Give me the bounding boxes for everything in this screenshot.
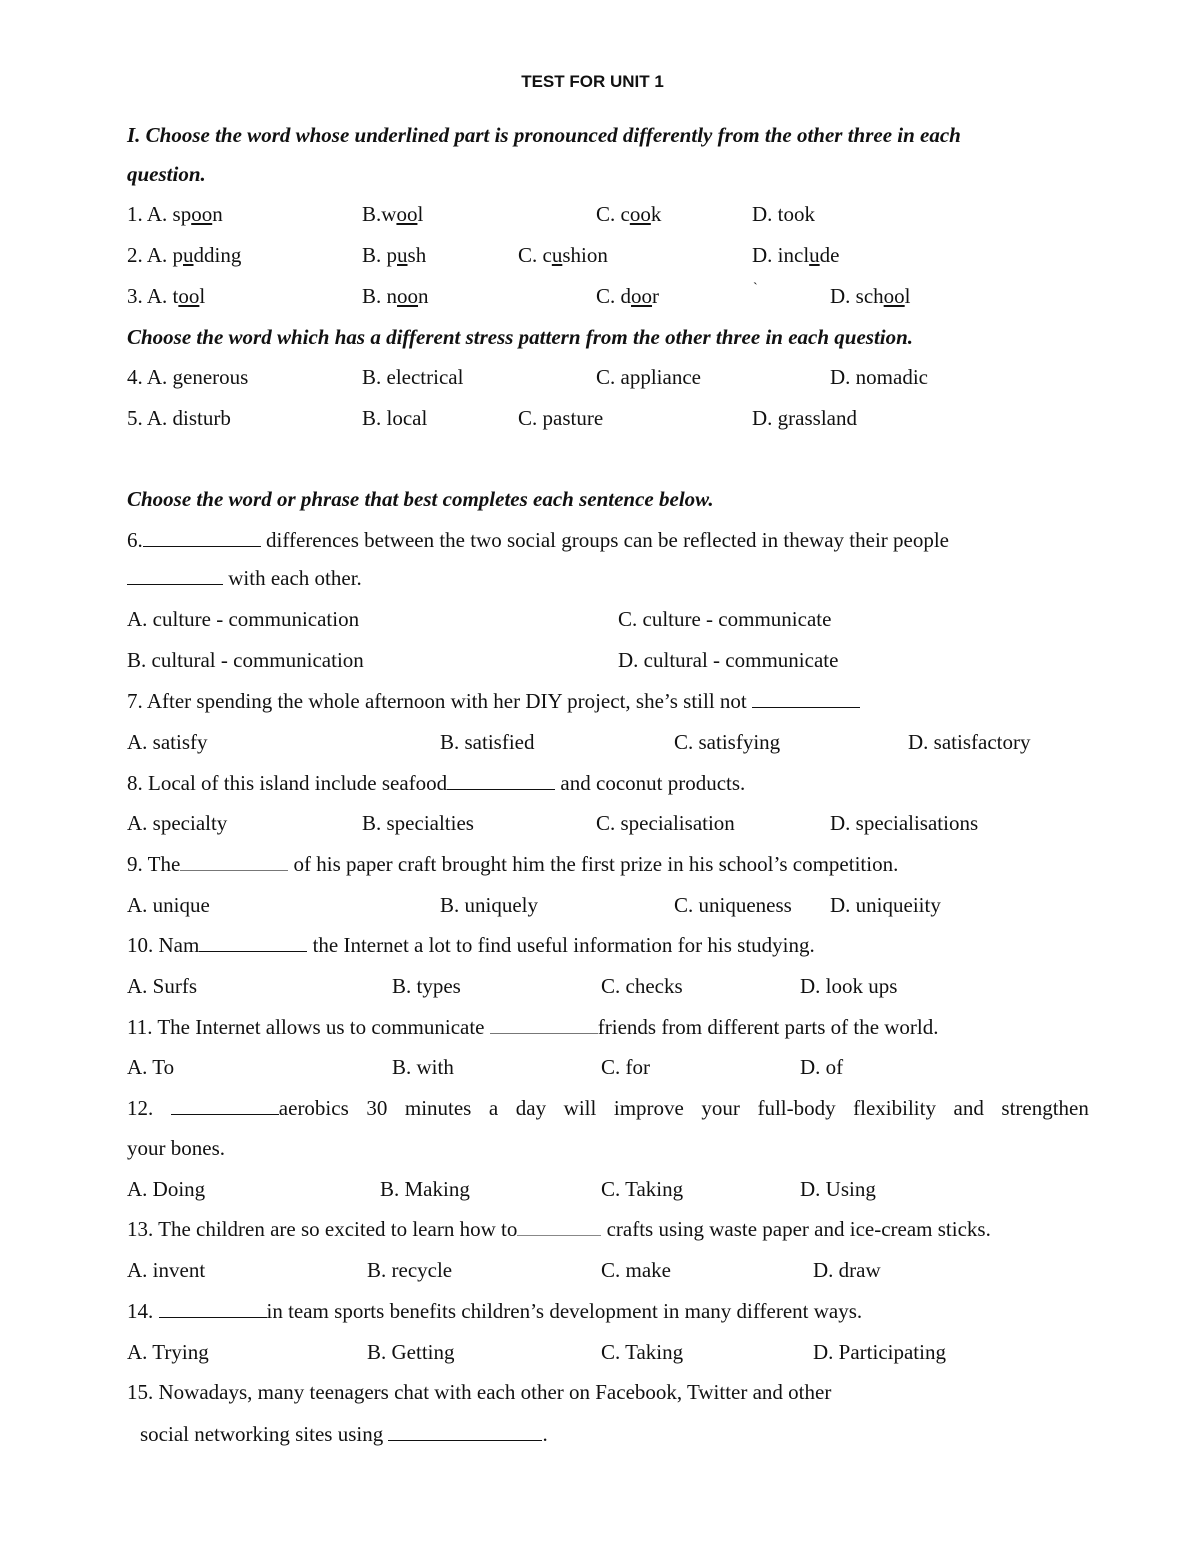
q12-option-d: D. Using [800,1177,876,1201]
q5-option-a: 5. A. disturb [127,406,231,430]
q14-option-d: D. Participating [813,1340,946,1364]
q6-option-b: B. cultural - communication [127,648,364,672]
q1-option-d: D. took [752,202,815,226]
q11-stem: 11. The Internet allows us to communicate friends from different parts of the world. [127,1015,939,1039]
q11-option-a: A. To [127,1055,175,1079]
q13-option-c: C. make [601,1258,671,1282]
q10-stem: 10. Nam the Internet a lot to find useful information for his studying. [127,933,815,957]
q4-option-c: C. appliance [596,365,701,389]
q6-option-d: D. cultural - communicate [618,648,839,672]
q13-option-b: B. recycle [367,1258,453,1282]
q9-stem: 9. The of his paper craft brought him the first prize in his school’s competition. [127,852,899,876]
q12-option-c: C. Taking [601,1177,684,1201]
q13-option-d: D. draw [813,1258,881,1282]
answer-blank [388,1422,542,1441]
answer-blank [180,852,288,871]
q1-option-b: B.wool [362,202,424,226]
q15-stem-cont: social networking sites using . [140,1422,548,1446]
q2-option-c: C. cushion [518,243,608,267]
q9-option-a: A. unique [127,893,210,917]
q2-option-b: B. push [362,243,427,267]
q7-option-b: B. satisfied [440,730,535,754]
page-title: TEST FOR UNIT 1 [521,72,664,91]
q3-option-c: C. door [596,284,660,308]
section2-instruction: Choose the word which has a different stress pattern from the other three in each question. [127,325,914,349]
q4-option-d: D. nomadic [830,365,928,389]
q1-option-c: C. cook [596,202,662,226]
answer-blank [752,689,860,708]
q14-option-c: C. Taking [601,1340,684,1364]
q14-option-b: B. Getting [367,1340,455,1364]
q7-option-a: A. satisfy [127,730,208,754]
q12-stem: 12. aerobics 30 minutes a day will improve your full-body flexibility and strengthen [127,1096,1089,1120]
q7-stem: 7. After spending the whole afternoon with her DIY project, she’s still not [127,688,860,714]
q10-option-a: A. Surfs [127,974,198,998]
q10-option-c: C. checks [601,974,683,998]
q6-stem-cont: with each other. [127,565,362,591]
q4-option-a: 4. A. generous [127,365,249,389]
q11-option-d: D. of [800,1055,844,1079]
q1-option-a: 1. A. spoon [127,202,223,226]
q4-option-b: B. electrical [362,365,464,389]
q12-option-a: A. Doing [127,1177,206,1201]
q13-stem: 13. The children are so excited to learn how to crafts using waste paper and ice-cream sticks. [127,1217,991,1241]
q14-option-a: A. Trying [127,1340,209,1364]
q10-option-b: B. types [392,974,461,998]
q12-option-b: B. Making [380,1177,470,1201]
q5-option-c: C. pasture [518,406,604,430]
answer-blank [143,528,261,547]
q3-option-b: B. noon [362,284,429,308]
q6-option-c: C. culture - communicate [618,607,832,631]
answer-blank [171,1096,279,1115]
q8-option-c: C. specialisation [596,811,735,835]
answer-blank [159,1299,267,1318]
q9-option-d: D. uniqueiity [830,893,941,917]
q7-option-d: D. satisfactory [908,730,1031,754]
q6-stem: 6. differences between the two social groups can be reflected in theway their people [127,528,949,552]
q3-option-d: D. school [830,284,911,308]
answer-blank [127,566,223,585]
q8-option-b: B. specialties [362,811,474,835]
section3-instruction: Choose the word or phrase that best completes each sentence below. [127,487,714,511]
q9-option-c: C. uniqueness [674,893,792,917]
q11-option-c: C. for [601,1055,650,1079]
q9-option-b: B. uniquely [440,893,538,917]
q13-option-a: A. invent [127,1258,206,1282]
q11-option-b: B. with [392,1055,454,1079]
section1-instruction-cont: question. [127,162,206,186]
q8-option-a: A. specialty [127,811,228,835]
answer-blank [447,771,555,790]
q2-option-a: 2. A. pudding [127,243,242,267]
section1-instruction: I. Choose the word whose underlined part is pronounced differently from the other three in each [127,123,961,147]
q5-option-d: D. grassland [752,406,857,430]
q10-option-d: D. look ups [800,974,898,998]
q8-stem: 8. Local of this island include seafood and coconut products. [127,771,746,795]
q5-option-b: B. local [362,406,428,430]
answer-blank [517,1217,601,1236]
q8-option-d: D. specialisations [830,811,979,835]
q3-option-a: 3. A. tool [127,284,206,308]
stray-tick-mark: ` [753,281,758,296]
q6-option-a: A. culture - communication [127,607,360,631]
q12-stem-cont: your bones. [127,1136,225,1160]
q14-stem: 14. in team sports benefits children’s development in many different ways. [127,1299,863,1323]
q15-stem: 15. Nowadays, many teenagers chat with each other on Facebook, Twitter and other [127,1380,832,1404]
q2-option-d: D. include [752,243,840,267]
answer-blank [490,1015,598,1034]
q7-option-c: C. satisfying [674,730,781,754]
answer-blank [199,933,307,952]
